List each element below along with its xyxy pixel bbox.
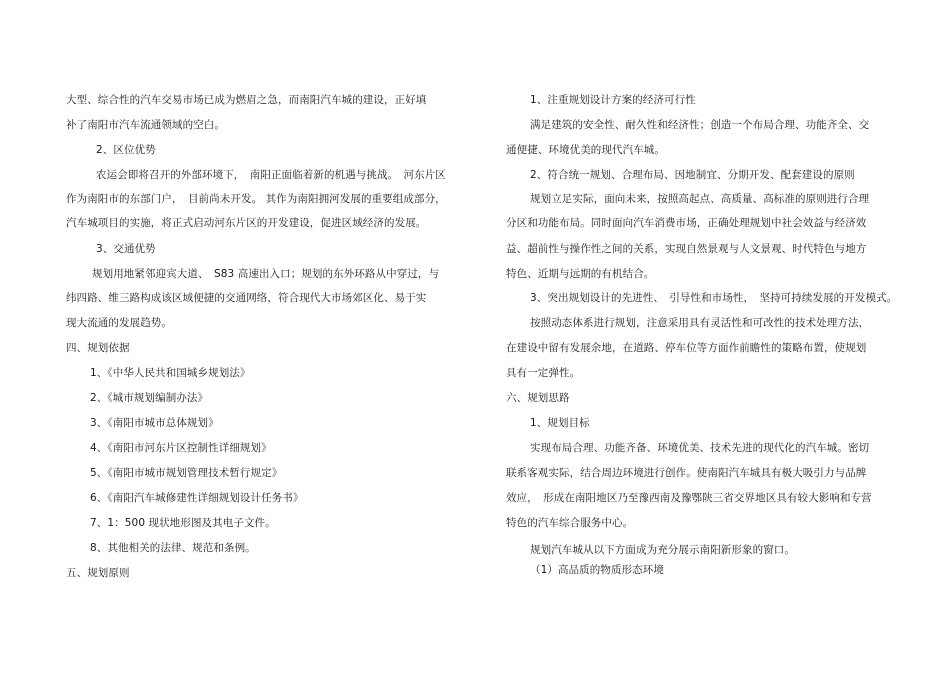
text-line: 特色、近期与远期的有机结合。 [506, 268, 655, 280]
text-line: 2、符合统一规划、合理布局、因地制宜、分期开发、配套建设的原则 [530, 169, 855, 181]
text-line: 现大流通的发展趋势。 [66, 317, 172, 329]
text-line: 六、规划思路 [506, 392, 570, 404]
text-line: 1、注重规划设计方案的经济可行性 [530, 94, 696, 106]
text-line: 3、交通优势 [96, 243, 156, 255]
text-line: 通便捷、环境优美的现代汽车城。 [506, 144, 665, 156]
text-line: 特色的汽车综合服务中心。 [506, 517, 634, 529]
text-line: 1、规划目标 [530, 417, 590, 429]
text-line: 汽车城项目的实施，将正式启动河东片区的开发建设，促进区域经济的发展。 [66, 217, 427, 229]
text-line: 满足建筑的安全性、耐久性和经济性；创造一个布局合理、功能齐全、交 [530, 119, 870, 131]
text-line: 6、《南阳汽车城修建性详细规划设计任务书》 [90, 492, 304, 504]
text-line: 2、《城市规划编制办法》 [90, 392, 209, 404]
text-line: 效应， 形成在南阳地区乃至豫西南及豫鄂陕三省交界地区具有较大影响和专营 [506, 492, 872, 504]
text-line: 4、《南阳市河东片区控制性详细规划》 [90, 442, 272, 454]
text-line: 纬四路、维三路构成该区域便捷的交通网络，符合现代大市场郊区化、易于实 [66, 292, 427, 304]
text-line: 3、突出规划设计的先进性、 引导性和市场性， 坚持可持续发展的开发模式。 [530, 292, 898, 304]
text-line: 实现布局合理、功能齐备、环境优美、技术先进的现代化的汽车城。密切 [530, 442, 870, 454]
text-line: 1、《中华人民共和国城乡规划法》 [90, 367, 251, 379]
text-line: 8、其他相关的法律、规范和条例。 [90, 542, 256, 554]
text-line: （1）高品质的物质形态环境 [530, 564, 664, 576]
text-line: 益、超前性与操作性之间的关系，实现自然景观与人文景观、时代特色与地方 [506, 243, 867, 255]
text-line: 分区和功能布局。同时面向汽车消费市场，正确处理规划中社会效益与经济效 [506, 217, 867, 229]
text-line: 按照动态体系进行规划，注意采用具有灵活性和可改性的技术处理方法， [530, 317, 870, 329]
text-line: 大型、综合性的汽车交易市场已成为燃眉之急，而南阳汽车城的建设，正好填 [66, 94, 427, 106]
text-line: 规划用地紧邻迎宾大道、 S83 高速出入口；规划的东外环路从中穿过，与 [92, 268, 440, 280]
text-line: 7、1：500 现状地形图及其电子文件。 [90, 517, 276, 529]
text-line: 5、《南阳市城市规划管理技术暂行规定》 [90, 467, 283, 479]
text-line: 具有一定弹性。 [506, 367, 581, 379]
text-line: 作为南阳市的东部门户， 目前尚未开发。 其作为南阳拥河发展的重要组成部分， [66, 193, 446, 205]
text-line: 农运会即将召开的外部环境下， 南阳正面临着新的机遇与挑战。 河东片区 [96, 169, 446, 181]
text-line: 3、《南阳市城市总体规划》 [90, 417, 219, 429]
text-line: 在建设中留有发展余地，在道路、停车位等方面作前瞻性的策略布置，使规划 [506, 342, 867, 354]
text-line: 四、规划依据 [66, 342, 130, 354]
text-line: 五、规划原则 [66, 567, 130, 579]
text-line: 联系客观实际，结合周边环境进行创作。使南阳汽车城具有极大吸引力与品牌 [506, 467, 867, 479]
text-line: 规划立足实际，面向未来，按照高起点、高质量、高标准的原则进行合理 [530, 193, 870, 205]
text-line: 规划汽车城从以下方面成为充分展示南阳新形象的窗口。 [530, 544, 795, 556]
text-line: 补了南阳市汽车流通领域的空白。 [66, 119, 225, 131]
text-line: 2、区位优势 [96, 144, 156, 156]
